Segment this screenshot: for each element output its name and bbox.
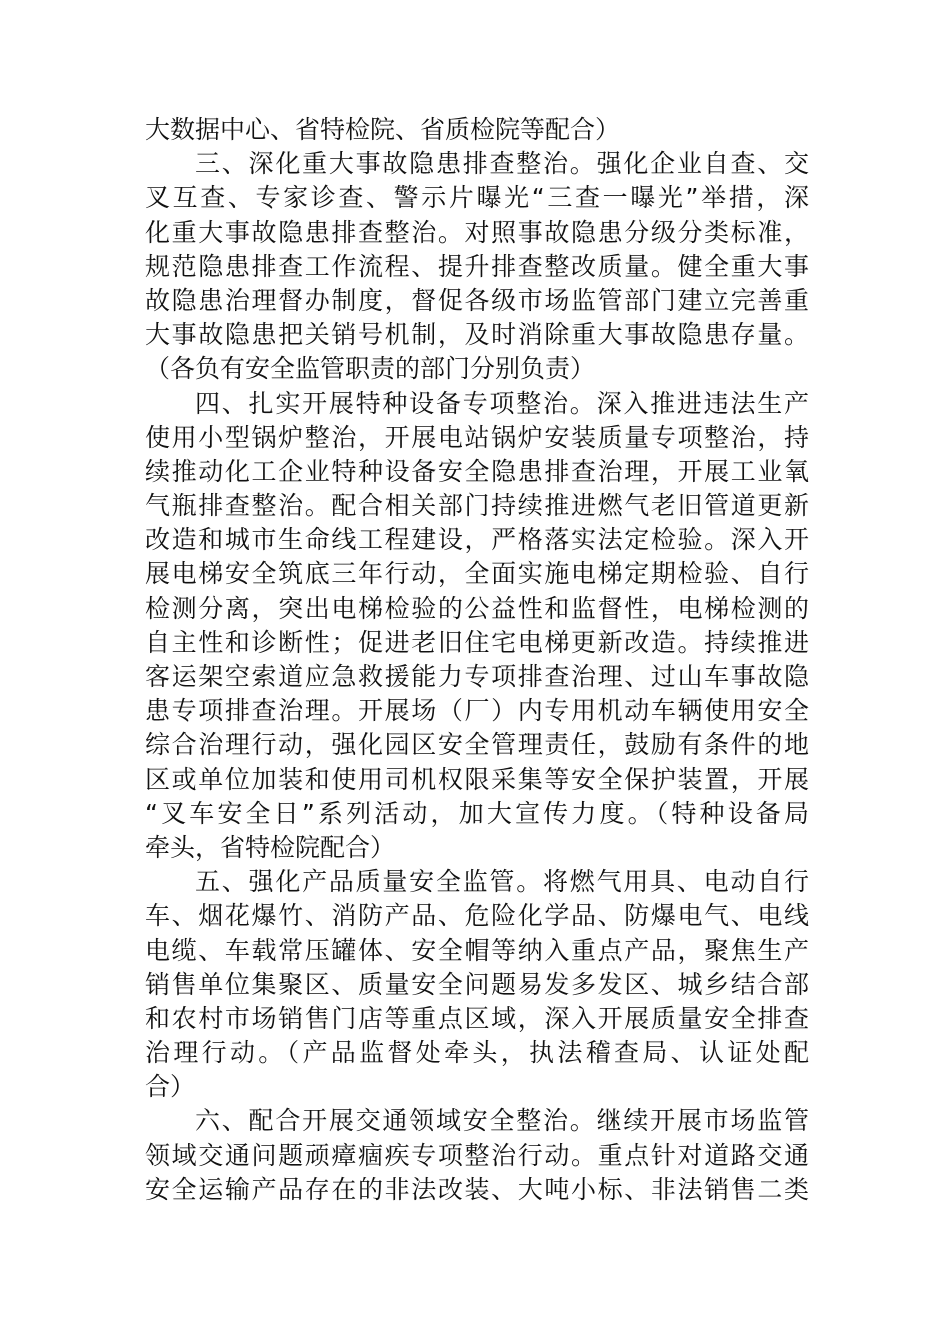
- text-line: 自主性和诊断性；促进老旧住宅电梯更新改造。持续推进: [145, 627, 809, 657]
- text-line: 改造和城市生命线工程建设，严格落实法定检验。深入开: [145, 525, 809, 555]
- section-heading-line: 六、配合开展交通领域安全整治。继续开展市场监管: [195, 1106, 809, 1136]
- section-heading-line: 四、扎实开展特种设备专项整治。深入推进违法生产: [195, 388, 809, 418]
- text-line: 检测分离，突出电梯检验的公益性和监督性，电梯检测的: [145, 593, 809, 623]
- text-line: 叉互查、专家诊查、警示片曝光“三查一曝光”举措，深: [145, 183, 809, 213]
- text-line: 大事故隐患把关销号机制，及时消除重大事故隐患存量。: [145, 320, 809, 350]
- text-line: 牵头，省特检院配合）: [145, 832, 396, 862]
- text-line: 电缆、车载常压罐体、安全帽等纳入重点产品，聚焦生产: [145, 935, 809, 965]
- text-line: 销售单位集聚区、质量安全问题易发多发区、城乡结合部: [145, 969, 809, 999]
- text-line: 车、烟花爆竹、消防产品、危险化学品、防爆电气、电线: [145, 901, 809, 931]
- text-line: 客运架空索道应急救援能力专项排查治理、过山车事故隐: [145, 662, 809, 691]
- text-line: 安全运输产品存在的非法改装、大吨小标、非法销售二类: [145, 1174, 809, 1204]
- text-line: 化重大事故隐患排查整治。对照事故隐患分级分类标准，: [145, 217, 809, 247]
- section-heading-line: 五、强化产品质量安全监管。将燃气用具、电动自行: [195, 867, 809, 897]
- text-line: 气瓶排查整治。配合相关部门持续推进燃气老旧管道更新: [145, 491, 809, 521]
- text-line: 故隐患治理督办制度，督促各级市场监管部门建立完善重: [145, 285, 809, 315]
- text-line: 和农村市场销售门店等重点区域，深入开展质量安全排查: [145, 1003, 809, 1033]
- text-line: 大数据中心、省特检院、省质检院等配合）: [145, 115, 621, 144]
- section-heading-line: 三、深化重大事故隐患排查整治。强化企业自查、交: [195, 149, 809, 179]
- text-line: 区或单位加装和使用司机权限采集等安全保护装置，开展: [145, 764, 809, 794]
- text-line: 续推动化工企业特种设备安全隐患排查治理，开展工业氧: [145, 456, 809, 486]
- text-line: 展电梯安全筑底三年行动，全面实施电梯定期检验、自行: [145, 559, 809, 589]
- text-line: 规范隐患排查工作流程、提升排查整改质量。健全重大事: [145, 251, 809, 281]
- text-line: “叉车安全日”系列活动，加大宣传力度。（特种设备局: [145, 798, 809, 828]
- text-line: 使用小型锅炉整治，开展电站锅炉安装质量专项整治，持: [145, 422, 809, 452]
- text-line: 合）: [145, 1072, 196, 1102]
- text-line: （各负有安全监管职责的部门分别负责）: [145, 354, 596, 384]
- text-line: 领域交通问题顽瘴痼疾专项整治行动。重点针对道路交通: [145, 1140, 809, 1170]
- text-line: 综合治理行动，强化园区安全管理责任，鼓励有条件的地: [145, 730, 809, 760]
- document-body: [145, 113, 809, 1207]
- text-line: 患专项排查治理。开展场（厂）内专用机动车辆使用安全: [145, 696, 809, 726]
- text-line: 治理行动。（产品监督处牵头，执法稽查局、认证处配: [145, 1038, 809, 1068]
